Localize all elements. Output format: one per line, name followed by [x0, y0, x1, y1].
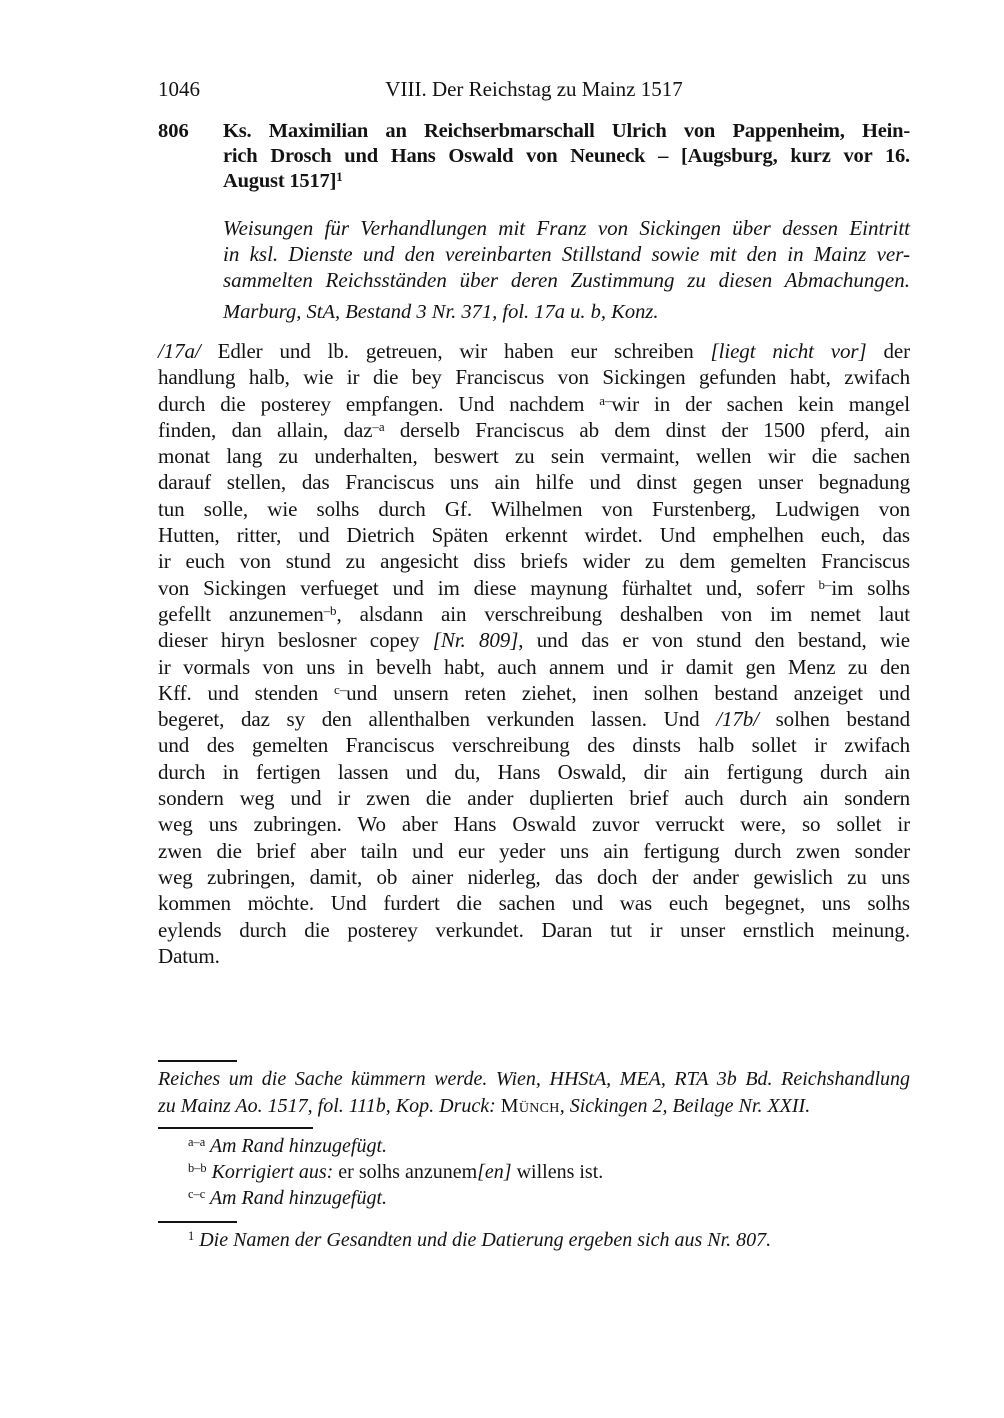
text-line: /17a/ Edler und lb. getreuen, wir haben eur schreiben [liegt nicht vor] der [158, 339, 910, 363]
critical-apparatus-rule [158, 1127, 313, 1129]
page-header [158, 78, 910, 101]
text-line: durch in fertigen lassen und du, Hans Oswald, dir ain fertigung durch ain [158, 759, 910, 784]
page-number: 1046 [158, 77, 200, 101]
text-line: $^{c-c}$ Am Rand hinzugefügt. [188, 1187, 388, 1209]
text-line: $^1$ Die Namen der Gesandten und die Datierung ergeben sich aus Nr. 807. [188, 1229, 772, 1251]
text-line: gefellt anzunemen$^{-b}$, alsdann ain verschreibung deshalben von im nemet laut [158, 601, 911, 626]
text-line: zwen die brief aber tailn und eur yeder uns ain fertigung durch zwen sonder [158, 838, 910, 863]
text-line: sammelten Reichsständen über deren Zustimmung zu diesen Abmachungen. [223, 267, 910, 292]
text-line: Reiches um die Sache kümmern werde. Wien, HHStA, MEA, RTA 3b Bd. Reichshandlung [158, 1068, 910, 1090]
text-line: ir vormals von uns in bevelh habt, auch annem und ir damit gen Menz zu den [158, 654, 910, 679]
text-line: August 1517]$^1$ [223, 170, 343, 192]
running-title: VIII. Der Reichstag zu Mainz 1517 [385, 77, 683, 101]
commentary-footnote-rule [158, 1221, 237, 1223]
text-line: Weisungen für Verhandlungen mit Franz von Sickingen über dessen Eintritt [223, 216, 910, 240]
source-citation: Marburg, StA, Bestand 3 Nr. 371, fol. 17a u. b, Konz. [223, 301, 659, 323]
text-line: kommen möchte. Und furdert die sachen und was euch begegnet, uns solhs [158, 891, 910, 916]
text-line: von Sickingen verfueget und im diese maynung fürhaltet und, soferr $^{b-}$im solhs [158, 575, 910, 600]
footnote-continuation [158, 1066, 910, 1120]
text-line: $^{a-a}$ Am Rand hinzugefügt. [188, 1135, 388, 1157]
commentary-footnote [188, 1227, 910, 1253]
text-line: eylends durch die posterey verkundet. Daran tut ir unser ernstlich meinung. [158, 917, 910, 942]
text-line: ir euch von stund zu angesicht diss briefs wider zu dem gemelten Franciscus [158, 549, 910, 574]
text-line: tun solle, wie solhs durch Gf. Wilhelmen von Furstenberg, Ludwigen von [158, 496, 910, 521]
entry-number: 806 [158, 120, 189, 142]
entry-title [223, 119, 910, 194]
text-line: Kff. und stenden $^{c-}$und unsern reten ziehet, inen solhen bestand anzeiget und [158, 680, 910, 705]
text-line: monat lang zu underhalten, beswert zu sein vermaint, wellen wir die sachen [158, 444, 910, 469]
text-line: weg zubringen, damit, ob ainer niderleg, das doch der ander gewislich zu uns [158, 864, 910, 889]
text-line: $^{b-b}$ Korrigiert aus: er solhs anzunem[en] willens ist. [188, 1161, 604, 1183]
text-line: zu Mainz Ao. 1517, fol. 111b, Kop. Druck: Münch, Sickingen 2, Beilage Nr. XXII. [158, 1095, 811, 1117]
text-line: rich Drosch und Hans Oswald von Neuneck – [Augsburg, kurz vor 16. [223, 145, 910, 167]
text-line: dieser hiryn beslosner copey [Nr. 809], und das er von stund den bestand, wie [158, 628, 910, 653]
text-line: darauf stellen, das Franciscus uns ain hilfe und dinst gegen unser begnadung [158, 470, 910, 495]
text-line: Ks. Maximilian an Reichserbmarschall Ulrich von Pappenheim, Hein- [223, 120, 910, 142]
text-line: und des gemelten Franciscus verschreibung des dinsts halb sollet ir zwifach [158, 733, 910, 758]
text-line: durch die posterey empfangen. Und nachdem $^{a-}$wir in der sachen kein mangel [158, 391, 910, 416]
text-line: begeret, daz sy den allenthalben verkunden lassen. Und /17b/ solhen bestand [158, 707, 911, 732]
text-line: handlung halb, wie ir die bey Franciscus von Sickingen gefunden habt, zwifach [158, 365, 910, 390]
text-line: sondern weg und ir zwen die ander duplierten brief auch durch ain sondern [158, 786, 910, 811]
text-line: in ksl. Dienste und den vereinbarten Stillstand sowie mit den in Mainz ver- [223, 241, 910, 266]
footnote-continuation-rule [158, 1060, 237, 1062]
critical-apparatus [188, 1133, 910, 1211]
text-line: weg uns zubringen. Wo aber Hans Oswald zuvor verruckt were, so sollet ir [158, 812, 910, 837]
letter-body [158, 338, 910, 969]
text-line: Hutten, ritter, und Dietrich Späten erkennt wirdet. Und emphelhen euch, das [158, 523, 910, 548]
text-line: finden, dan allain, daz$^{-a}$ derselb Franciscus ab dem dinst der 1500 pferd, ain [158, 417, 910, 442]
text-line: Datum. [158, 943, 220, 968]
entry-summary [223, 216, 910, 293]
